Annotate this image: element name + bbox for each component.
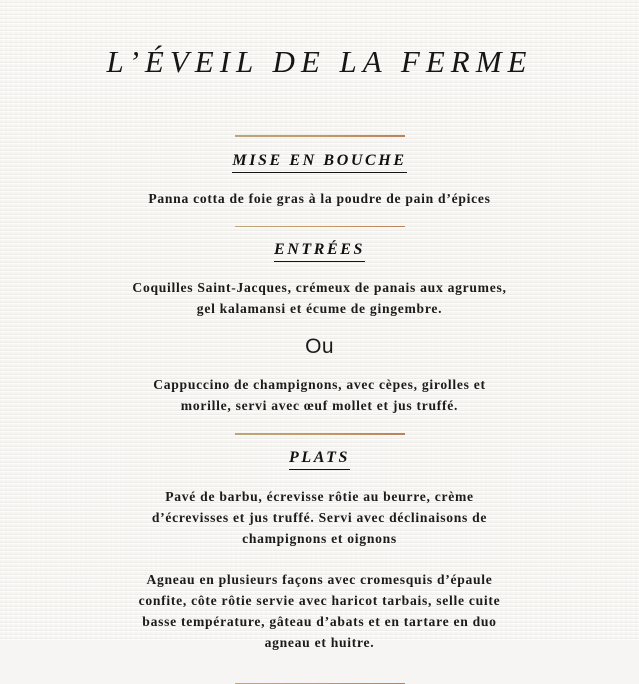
spacer: [52, 77, 587, 135]
spacer: [52, 549, 587, 569]
section-heading-label: MISE EN BOUCHE: [232, 151, 406, 173]
dish-line: gel kalamansi et écume de gingembre.: [196, 301, 443, 317]
dish-line: Cappuccino de champignons, avec cèpes, girolles et: [153, 377, 486, 393]
dish-line: Coquilles Saint-Jacques, crémeux de panais aux agrumes,: [132, 280, 507, 296]
dish-line: morille, servi avec œuf mollet et jus truffé.: [180, 398, 459, 414]
dish-line: basse température, gâteau d’abats et en tartare en duo: [142, 613, 497, 629]
section-heading-label: ENTRÉES: [274, 240, 365, 262]
dish-line: Panna cotta de foie gras à la poudre de pain d’épices: [148, 190, 491, 206]
dish-line: champignons et oignons: [242, 530, 397, 546]
spacer: [52, 435, 587, 448]
spacer: [52, 416, 587, 433]
entree-choice-separator: Ou: [305, 335, 334, 359]
section-heading-label: PLATS: [289, 448, 350, 470]
section-heading-entrees: [52, 240, 587, 262]
spacer: [52, 319, 587, 336]
dish-line: confite, côte rôtie servie avec haricot tarbais, selle cuite: [138, 592, 501, 608]
page-title: L’ÉVEIL DE LA FERME: [106, 44, 533, 79]
dish-item: [110, 277, 530, 319]
dish-item: [110, 569, 530, 653]
section-heading-mise-en-bouche: [52, 151, 587, 173]
dish-line: Pavé de barbu, écrevisse rôtie au beurre, crème: [165, 488, 474, 504]
spacer: [52, 653, 587, 683]
dish-item: [110, 374, 530, 416]
dish-item: [110, 188, 530, 209]
dish-line: Agneau en plusieurs façons avec cromesquis d’épaule: [146, 571, 493, 587]
spacer: [52, 357, 587, 374]
spacer: [52, 137, 587, 151]
spacer: [52, 470, 587, 486]
spacer: [52, 227, 587, 240]
spacer: [52, 209, 587, 226]
spacer: [52, 262, 587, 277]
dish-item: [110, 486, 530, 549]
section-heading-plats: [52, 448, 587, 470]
spacer: [52, 173, 587, 188]
dish-line: d’écrevisses et jus truffé. Servi avec déclinaisons de: [151, 509, 488, 525]
dish-line: agneau et huitre.: [264, 634, 375, 650]
